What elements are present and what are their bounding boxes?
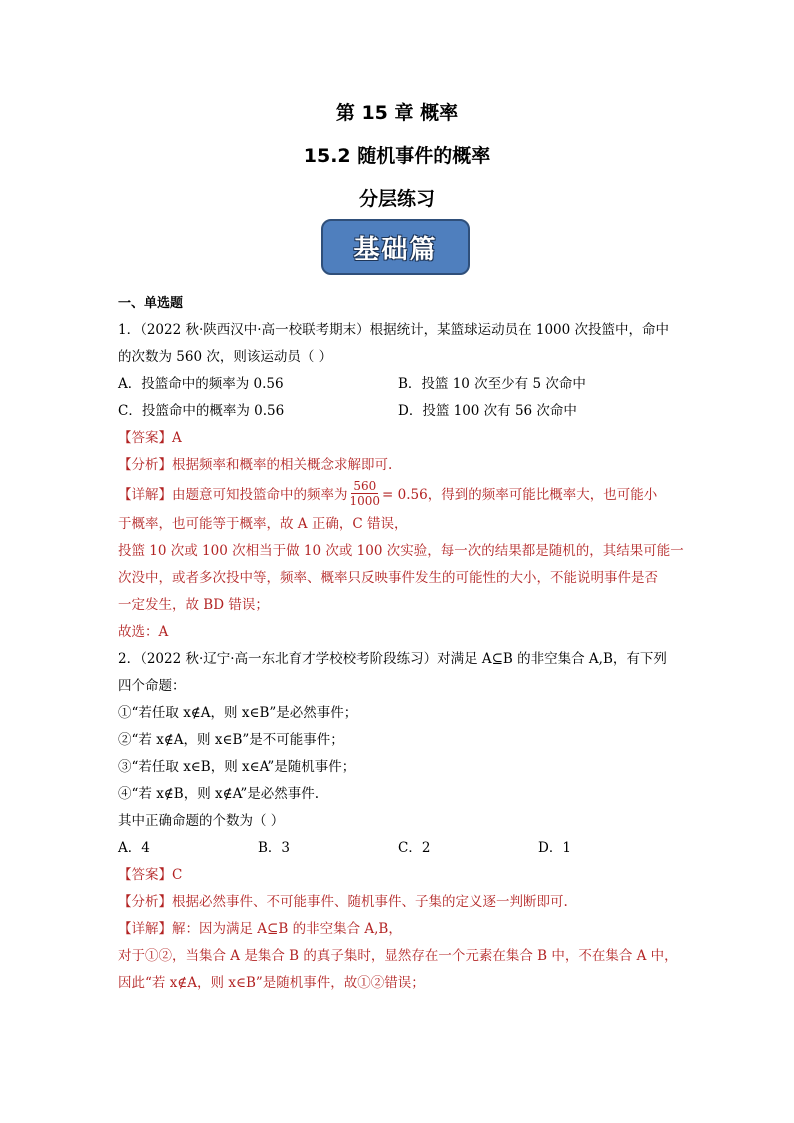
q2-proposition-3: ③“若任取 x∈B，则 x∈A”是随机事件；: [118, 759, 356, 775]
q2-proposition-2: ②“若 x∉A，则 x∈B”是不可能事件；: [118, 732, 344, 748]
q2-detail-line1: 【详解】解：因为满足 A⊆B 的非空集合 A,B，: [118, 921, 402, 937]
q2-proposition-4: ④“若 x∉B，则 x∉A”是必然事件.: [118, 786, 320, 802]
q2-detail-line3: 因此“若 x∉A，则 x∈B”是随机事件，故①②错误；: [118, 975, 425, 991]
q1-analysis: 【分析】根据频率和概率的相关概念求解即可.: [118, 457, 393, 473]
section-title: 15.2 随机事件的概率: [303, 145, 491, 167]
q1-option-d: D．投篮 100 次有 56 次命中: [398, 403, 577, 419]
q1-fraction-numerator: 560: [353, 479, 377, 493]
q1-option-c: C．投篮命中的概率为 0.56: [118, 403, 285, 419]
chapter-title: 第 15 章 概率: [335, 102, 459, 124]
q1-detail-line4: 次没中，或者多次投中等，频率、概率只反映事件发生的可能性的大小，不能说明事件是否: [118, 570, 658, 586]
q1-fraction-denominator: 1000: [349, 494, 381, 508]
q2-option-d: D．1: [538, 840, 571, 856]
q1-detail-line1: [118, 479, 678, 511]
q1-detail-line2: 于概率，也可能等于概率，故 A 正确，C 错误，: [118, 516, 408, 532]
q1-detail-prefix: 【详解】由题意可知投篮命中的频率为: [118, 487, 348, 503]
q2-detail-line2: 对于①②，当集合 A 是集合 B 的真子集时，显然存在一个元素在集合 B 中，不在集合 A 中，: [118, 948, 678, 964]
q2-answer: 【答案】C: [118, 867, 183, 883]
q1-detail-suffix: = 0.56，得到的频率可能比概率大，也可能小: [382, 487, 658, 503]
q2-stem-line1: 2．（2022 秋·辽宁·高一东北育才学校校考阶段练习）对满足 A⊆B 的非空集合 A,B，有下列: [118, 651, 667, 667]
part-heading: 一、单选题: [118, 296, 184, 311]
q2-proposition-1: ①“若任取 x∉A，则 x∈B”是必然事件；: [118, 705, 358, 721]
q2-question: 其中正确命题的个数为（ ）: [118, 813, 285, 829]
q2-option-a: A．4: [118, 840, 150, 856]
page-subtitle: 分层练习: [358, 188, 435, 210]
q1-options-row1: [118, 371, 678, 398]
q1-stem-line2: 的次数为 560 次，则该运动员（ ）: [118, 349, 333, 365]
q2-analysis: 【分析】根据必然事件、不可能事件、随机事件、子集的定义逐一判断即可.: [118, 894, 568, 910]
q2-options-row: [118, 835, 678, 862]
q2-option-b: B．3: [258, 840, 291, 856]
question-content: [118, 290, 684, 997]
q1-choose: 故选：A: [118, 624, 169, 640]
q2-option-c: C．2: [398, 840, 431, 856]
q1-detail-line5: 一定发生，故 BD 错误；: [118, 597, 269, 613]
q2-stem-line2: 四个命题：: [118, 678, 186, 694]
q1-answer: 【答案】A: [118, 430, 182, 446]
q1-detail-line3: 投篮 10 次或 100 次相当于做 10 次或 100 次实验，每一次的结果都是随机的，其结果可能一: [118, 543, 684, 559]
q1-fraction: [350, 479, 381, 508]
q1-stem-line1: 1．（2022 秋·陕西汉中·高一校联考期末）根据统计，某篮球运动员在 1000 次投篮中，命中: [118, 322, 670, 338]
level-badge: 基础篇: [321, 219, 470, 275]
q1-options-row2: [118, 398, 678, 425]
q1-option-b: B．投篮 10 次至少有 5 次命中: [398, 376, 586, 392]
q1-option-a: A．投篮命中的频率为 0.56: [118, 376, 284, 392]
